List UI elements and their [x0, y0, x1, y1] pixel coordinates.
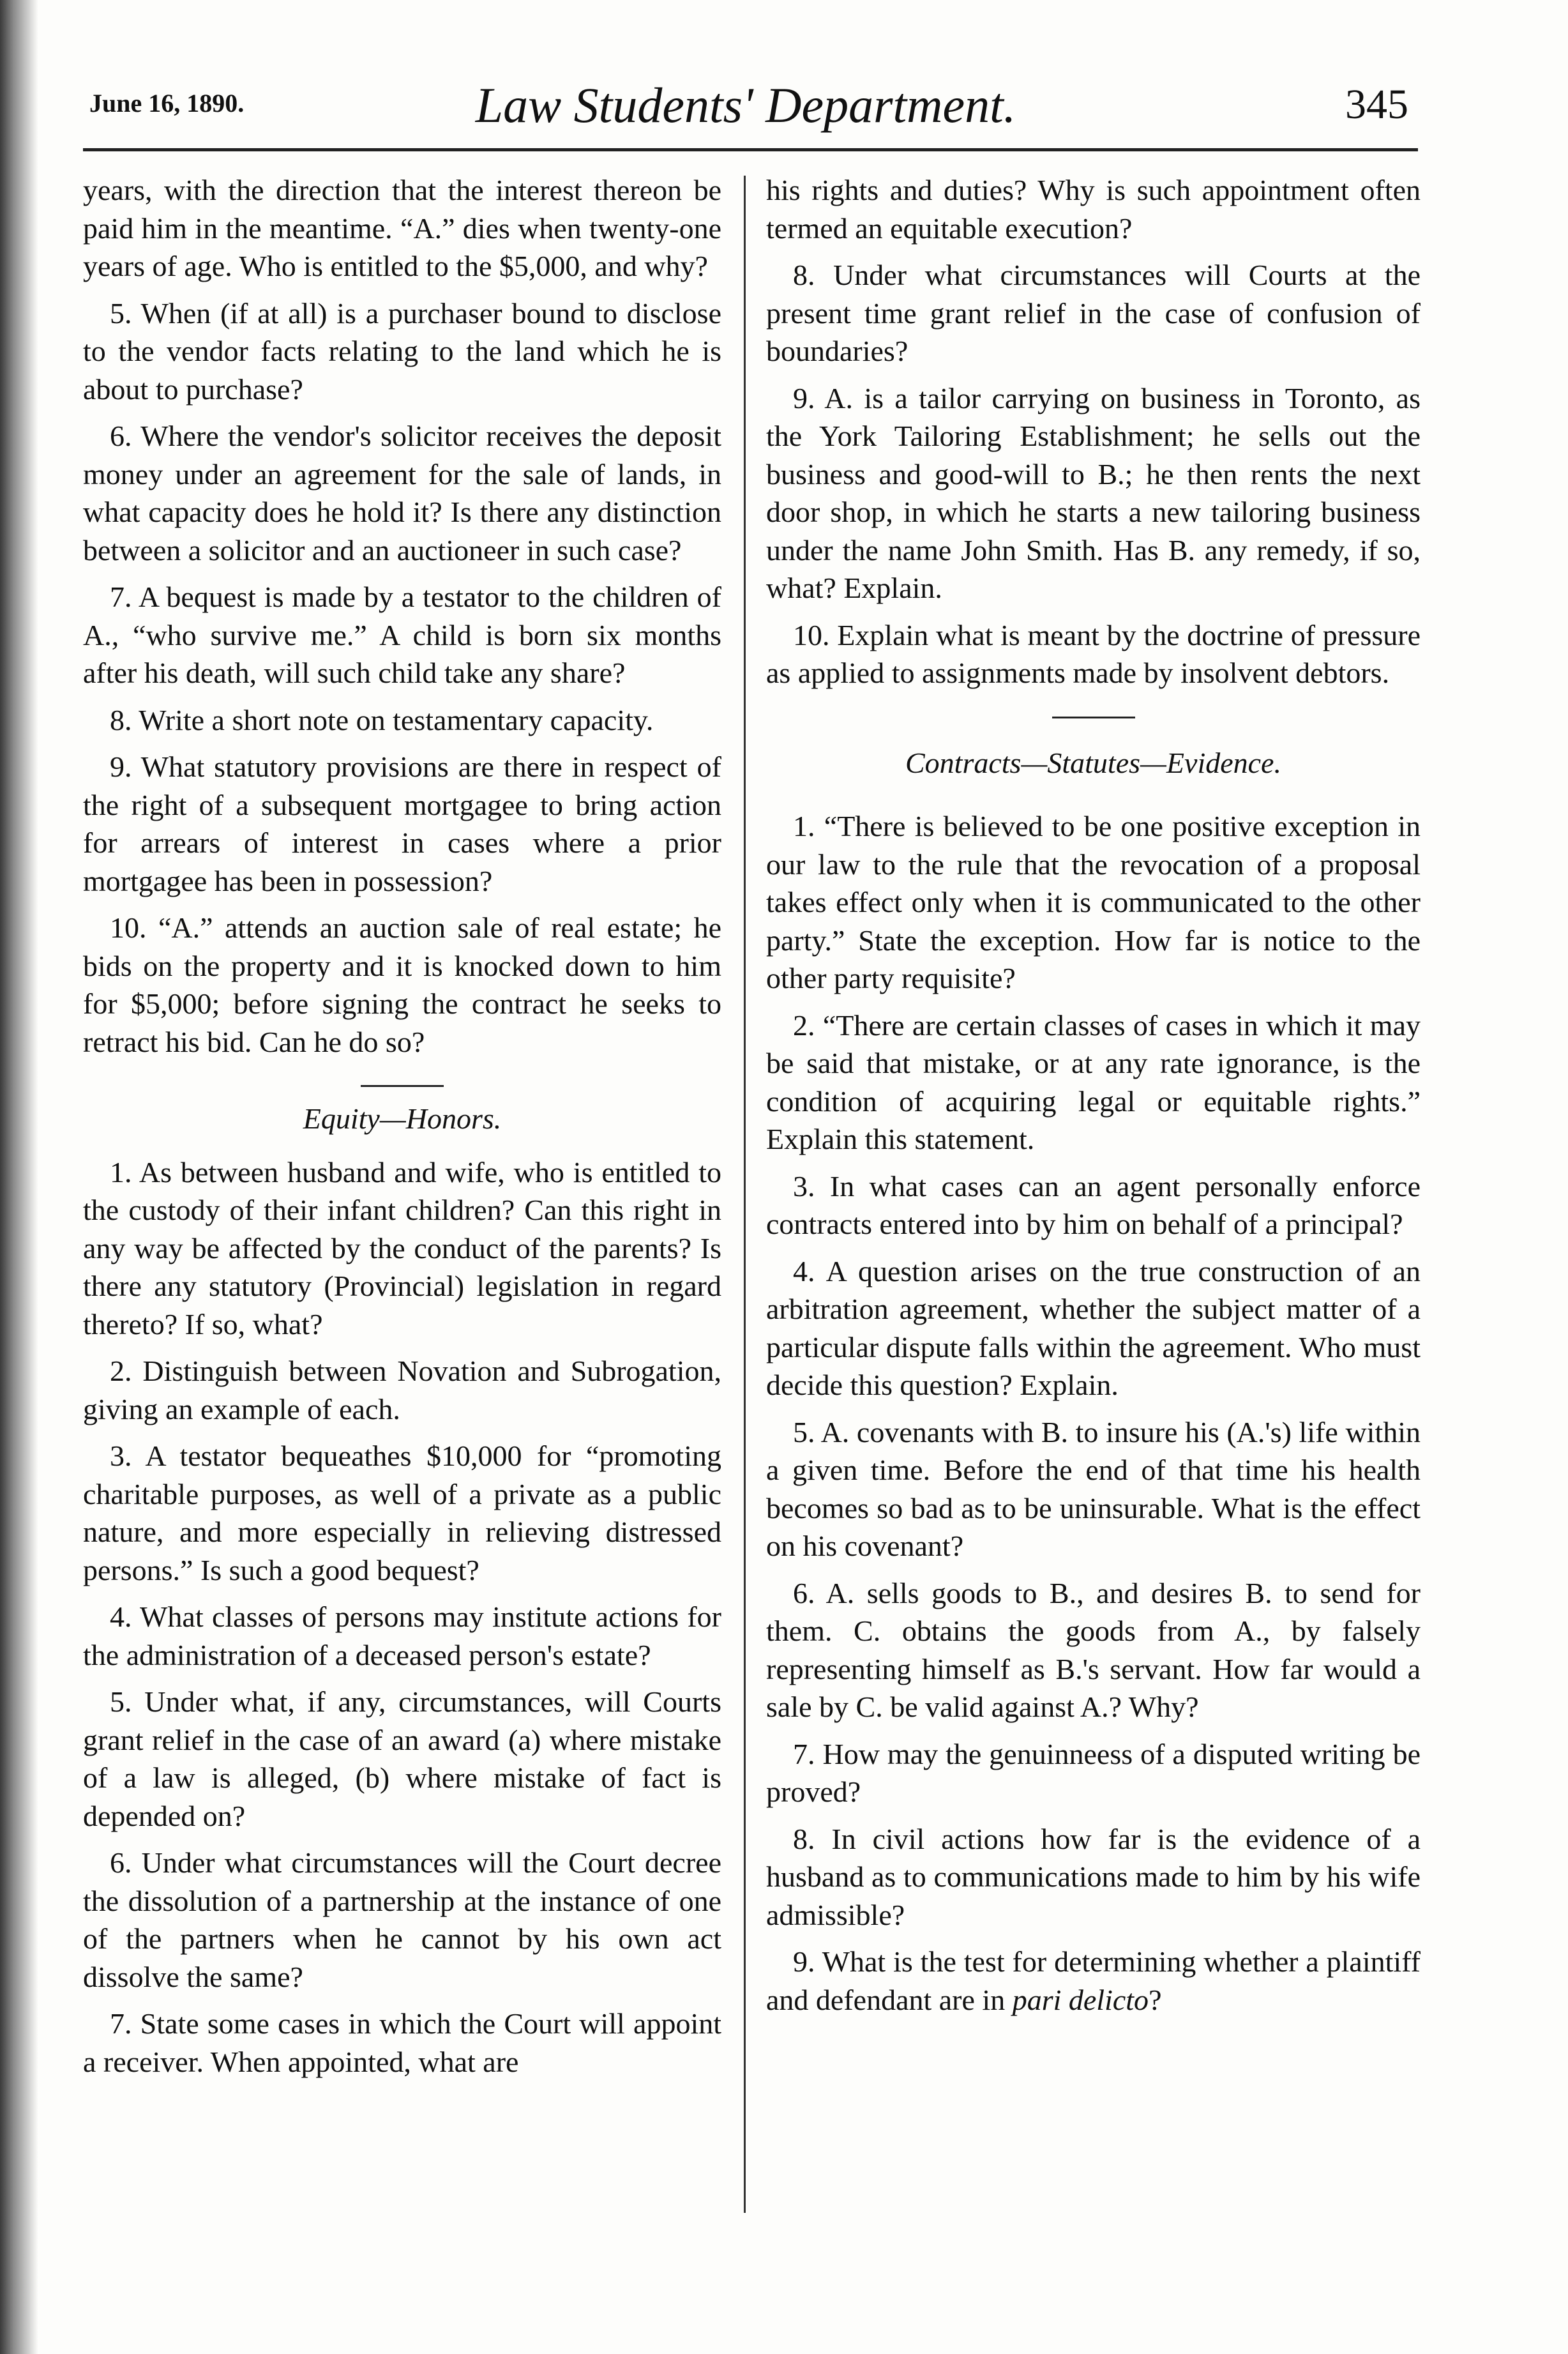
- question-paragraph: 7. A bequest is made by a testator to the children of A., “who survive me.” A child is born six months after his death, will such child take any share?: [83, 581, 721, 689]
- question-paragraph: 8. Write a short note on testamentary capacity.: [110, 703, 654, 736]
- question-paragraph: 10. “A.” attends an auction sale of real estate; he bids on the property and it is knocked down to him for $5,000; before signing the contract he seeks to retract his bid. Can he do so?: [83, 911, 721, 1058]
- question-paragraph: 9. A. is a tailor carrying on business in Toronto, as the York Tailoring Establishment; he sells out the business and good-will to B.; he then rents the next door shop, in which he starts a new tailoring business under the name John Smith. Has B. any remedy, if so, what? Explain.: [766, 381, 1421, 604]
- question-end: ?: [1149, 1983, 1162, 2016]
- latin-phrase: pari delicto: [1012, 1983, 1149, 2016]
- question-paragraph: 10. Explain what is meant by the doctrine of pressure as applied to assignments made by insolvent debtors.: [766, 618, 1421, 689]
- issue-date: June 16, 1890.: [89, 89, 245, 118]
- running-title: Law Students' Department.: [475, 77, 1016, 133]
- section-title-equity-honors: Equity—Honors.: [303, 1102, 502, 1135]
- question-paragraph: 5. Under what, if any, circumstances, will Courts grant relief in the case of an award (a) where mistake of a law is alleged, (b) where mistake of fact is depended on?: [83, 1685, 721, 1832]
- section-rule: [1052, 717, 1135, 718]
- question-paragraph: 8. In civil actions how far is the evidence of a husband as to communications made to him by his wife admissible?: [766, 1822, 1421, 1931]
- question-paragraph: 6. Where the vendor's solicitor receives the deposit money under an agreement for the sale of lands, in what capacity does he hold it? Is there any distinction between a solicitor and an auctioneer in such case?: [83, 420, 721, 566]
- question-paragraph: 2. “There are certain classes of cases in which it may be said that mistake, or at any rate ignorance, is the condition of acquiring legal or equitable rights.” Explain this statement.: [766, 1008, 1421, 1155]
- section-title-contracts-statutes-evidence: Contracts—Statutes—Evidence.: [905, 746, 1281, 779]
- question-paragraph: 9. What statutory provisions are there in respect of the right of a subsequent mortgagee to bring action for arrears of interest in cases where a prior mortgagee has been in possession?: [83, 750, 721, 897]
- left-column: [83, 171, 721, 2090]
- question-paragraph: 1. “There is believed to be one positive exception in our law to the rule that the revocation of a proposal takes effect only when it is communicated to the other party.” State the exception. How far is notice to the other party requisite?: [766, 810, 1421, 994]
- question-paragraph: 1. As between husband and wife, who is entitled to the custody of their infant children? Can this right in any way be affected by the conduct of the parents? Is there any statutory (Provincial) legislation in regard thereto? If so, what?: [83, 1155, 721, 1340]
- question-paragraph-last: [766, 1943, 1421, 2019]
- paragraph: his rights and duties? Why is such appointment often termed an equitable execution?: [766, 174, 1421, 245]
- question-paragraph: 8. Under what circumstances will Courts at the present time grant relief in the case of confusion of boundaries?: [766, 259, 1421, 367]
- question-text: 9. What is the test for determining whether a plaintiff and defendant are in: [766, 1945, 1421, 2016]
- question-paragraph: 7. State some cases in which the Court will appoint a receiver. When appointed, what are: [83, 2007, 721, 2078]
- question-paragraph: 7. How may the genuinneess of a disputed writing be proved?: [766, 1737, 1421, 1808]
- question-paragraph: 3. A testator bequeathes $10,000 for “promoting charitable purposes, as well of a private as a public nature, and more especially in relieving distressed persons.” Is such a good bequest?: [83, 1439, 721, 1586]
- header-rule: [83, 148, 1418, 151]
- page-header: [83, 77, 1408, 153]
- question-paragraph: 2. Distinguish between Novation and Subrogation, giving an example of each.: [83, 1355, 721, 1425]
- right-column: [766, 171, 1421, 2028]
- question-paragraph: 4. What classes of persons may institute actions for the administration of a deceased person's estate?: [83, 1600, 721, 1671]
- question-paragraph: 4. A question arises on the true construction of an arbitration agreement, whether the subject matter of a particular dispute falls within the agreement. Who must decide this question? Explain.: [766, 1254, 1421, 1401]
- scan-edge-shadow: [0, 0, 38, 2354]
- page-number: 345: [1345, 81, 1408, 128]
- question-paragraph: 6. A. sells goods to B., and desires B. to send for them. C. obtains the goods from A., by falsely representing himself as B.'s servant. How far would a sale by C. be valid against A.? Why?: [766, 1576, 1421, 1723]
- question-paragraph: 5. A. covenants with B. to insure his (A.'s) life within a given time. Before the end of that time his health becomes so bad as to be uninsurable. What is the effect on his covenant?: [766, 1415, 1421, 1562]
- question-paragraph: 6. Under what circumstances will the Court decree the dissolution of a partnership at the instance of one of the partners when he cannot by his own act dissolve the same?: [83, 1846, 721, 1993]
- question-paragraph: 5. When (if at all) is a purchaser bound to disclose to the vendor facts relating to the land which he is about to purchase?: [83, 296, 721, 406]
- column-divider: [744, 176, 746, 2213]
- question-paragraph: 3. In what cases can an agent personally enforce contracts entered into by him on behalf of a principal?: [766, 1169, 1421, 1240]
- section-rule: [361, 1085, 444, 1087]
- paragraph: years, with the direction that the interest thereon be paid him in the meantime. “A.” dies when twenty-one years of age. Who is entitled to the $5,000, and why?: [83, 174, 721, 282]
